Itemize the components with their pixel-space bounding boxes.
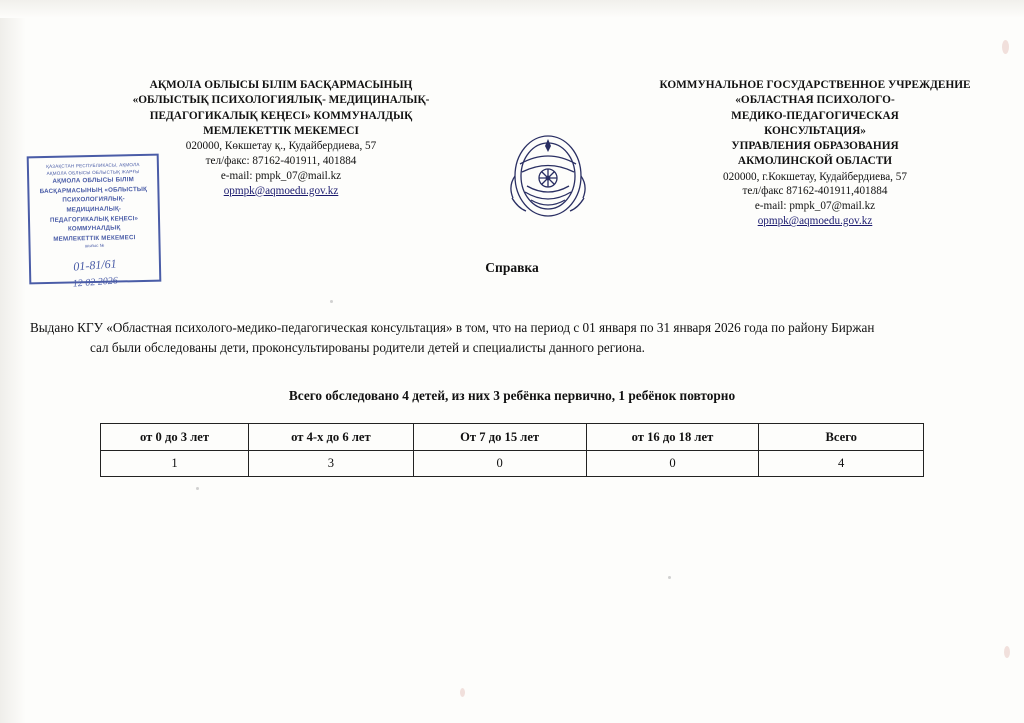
scan-tick (330, 300, 333, 303)
table-header-cell: Всего (759, 424, 924, 451)
scan-edge-left (0, 0, 26, 723)
table-header-cell: от 0 до 3 лет (101, 424, 249, 451)
org-ru-line-5: УПРАВЛЕНИЯ ОБРАЗОВАНИЯ (731, 140, 899, 152)
stamp-main-line-3: ПСИХОЛОГИЯЛЫҚ- (62, 195, 125, 205)
state-emblem-kazakhstan (500, 120, 596, 228)
scan-speck (1004, 646, 1010, 658)
letterhead (26, 78, 998, 229)
table-cell: 4 (759, 451, 924, 477)
table-header-cell: от 16 до 18 лет (586, 424, 759, 451)
body-paragraph-line-1: Выдано КГУ «Областная психолого-медико-педагогическая консультация» в том, что на период с 01 января по 31 января 2026 года по району Биржан (30, 320, 875, 335)
org-ru-line-4: КОНСУЛЬТАЦИЯ» (764, 124, 866, 137)
counts-table-wrapper (100, 423, 924, 477)
table-cell: 3 (249, 451, 414, 477)
org-block-russian (650, 78, 980, 229)
org-kz-line-1: АҚМОЛА ОБЛЫСЫ БІЛІМ БАСҚАРМАСЫНЫҢ (149, 79, 413, 91)
table-cell: 0 (413, 451, 586, 477)
summary-line: Всего обследовано 4 детей, из них 3 ребёнка первично, 1 ребёнок повторно (288, 388, 736, 403)
org-kz-email: e-mail: pmpk_07@mail.kz (220, 169, 342, 182)
stamp-main-line-7: МЕМЛЕКЕТТІК МЕКЕМЕСІ (53, 234, 136, 243)
stamp-date: 12 02 2026 (72, 275, 119, 290)
org-kz-line-3: ПЕДАГОГИКАЛЫҚ КЕҢЕСІ» КОММУНАЛДЫҚ (149, 109, 413, 122)
scan-speck (460, 688, 465, 697)
scan-edge-top (0, 0, 1024, 18)
table-header-row (101, 424, 924, 451)
org-block-kazakh (116, 78, 446, 199)
org-ru-address: 020000, г.Кокшетау, Кудайбердиева, 57 (723, 170, 907, 183)
stamp-main-line-2: БАСҚАРМАСЫНЫҢ «ОБЛЫСТЫҚ (39, 185, 148, 195)
org-ru-website[interactable]: opmpk@aqmoedu.gov.kz (757, 215, 873, 228)
stamp-main-line-6: КОММУНАЛДЫҚ (67, 224, 121, 233)
org-kz-website[interactable]: opmpk@aqmoedu.gov.kz (223, 184, 339, 197)
scan-tick (668, 576, 671, 579)
scan-tick (196, 487, 199, 490)
org-ru-line-3: МЕДИКО-ПЕДАГОГИЧЕСКАЯ (731, 109, 899, 122)
stamp-main-line-1: АҚМОЛА ОБЛЫСЫ БІЛІМ (52, 176, 135, 186)
table-header-cell: от 4-х до 6 лет (249, 424, 414, 451)
org-ru-line-6: АКМОЛИНСКОЙ ОБЛАСТИ (737, 155, 893, 168)
body-paragraph (30, 318, 990, 359)
stamp-main-line-4: МЕДИЦИНАЛЫҚ- (66, 205, 122, 214)
page-title: Справка (485, 260, 539, 275)
org-kz-line-4: МЕМЛЕКЕТТІК МЕКЕМЕСІ (203, 124, 359, 137)
table-row (101, 451, 924, 477)
org-ru-line-2: «ОБЛАСТНАЯ ПСИХОЛОГО- (735, 94, 895, 107)
body-paragraph-line-2: сал были обследованы дети, проконсультированы родители детей и специалисты данного региона. (90, 340, 645, 356)
stamp-second-line: АҚМОЛА ОБЛЫСЫ ОБЛЫСТЫҚ ЖАРҒЫ (46, 169, 140, 177)
org-kz-phone: тел/факс: 87162-401911, 401884 (205, 154, 357, 167)
org-ru-email: e-mail: pmpk_07@mail.kz (754, 200, 876, 213)
table-cell: 0 (586, 451, 759, 477)
counts-table (100, 423, 924, 477)
org-kz-line-2: «ОБЛЫСТЫҚ ПСИХОЛОГИЯЛЫҚ- МЕДИЦИНАЛЫҚ- (132, 94, 430, 107)
table-header-cell: От 7 до 15 лет (413, 424, 586, 451)
org-kz-address: 020000, Көкшетау қ., Кудайбердиева, 57 (185, 140, 377, 152)
table-cell: 1 (101, 451, 249, 477)
org-ru-phone: тел/факс 87162-401911,401884 (742, 185, 888, 198)
stamp-main-line-5: ПЕДАГОГИКАЛЫҚ КЕҢЕСІ» (49, 214, 139, 224)
scan-speck (1002, 40, 1009, 54)
stamp-reg-label: шығыс № (84, 243, 105, 249)
stamp-reg-number: 01-81/61 (72, 256, 118, 274)
org-ru-line-1: КОММУНАЛЬНОЕ ГОСУДАРСТВЕННОЕ УЧРЕЖДЕНИЕ (659, 79, 971, 91)
stamp-top-line: ҚАЗАҚСТАН РЕСПУБЛИКАСЫ, АҚМОЛА (46, 162, 140, 169)
